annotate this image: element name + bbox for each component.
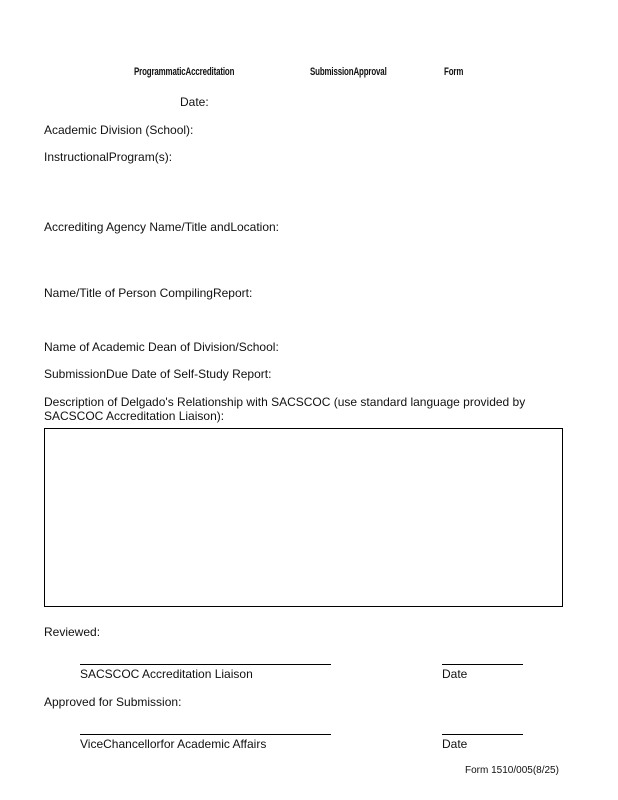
form-title-part2: SubmissionApproval <box>310 66 387 78</box>
vc-signature-label: ViceChancellorfor Academic Affairs <box>80 737 267 751</box>
form-number: Form 1510/005(8/25) <box>465 765 559 776</box>
person-compiling-label: Name/Title of Person CompilingReport: <box>44 286 253 300</box>
academic-division-label: Academic Division (School): <box>44 123 194 137</box>
liaison-signature-label: SACSCOC Accreditation Liaison <box>80 667 253 681</box>
vc-date-label: Date <box>442 737 468 751</box>
form-title-part1: ProgrammaticAccreditation <box>134 66 235 78</box>
form-title-part3: Form <box>444 66 464 78</box>
vc-date-line[interactable] <box>442 734 523 735</box>
reviewed-label: Reviewed: <box>44 625 101 639</box>
instructional-programs-label: InstructionalProgram(s): <box>44 150 173 164</box>
accrediting-agency-label: Accrediting Agency Name/Title andLocation: <box>44 220 280 234</box>
description-label-line2: SACSCOC Accreditation Liaison): <box>44 409 225 423</box>
approved-label: Approved for Submission: <box>44 695 182 709</box>
vc-signature-line[interactable] <box>80 734 331 735</box>
liaison-date-line[interactable] <box>442 664 523 665</box>
liaison-signature-line[interactable] <box>80 664 331 665</box>
liaison-date-label: Date <box>442 667 468 681</box>
date-label: Date: <box>180 95 209 109</box>
academic-dean-label: Name of Academic Dean of Division/School: <box>44 340 279 354</box>
description-text-box[interactable] <box>44 428 563 607</box>
submission-due-date-label: SubmissionDue Date of Self-Study Report: <box>44 367 272 381</box>
description-label-line1: Description of Delgado's Relationship with SACSCOC (use standard language provided by <box>44 395 526 409</box>
